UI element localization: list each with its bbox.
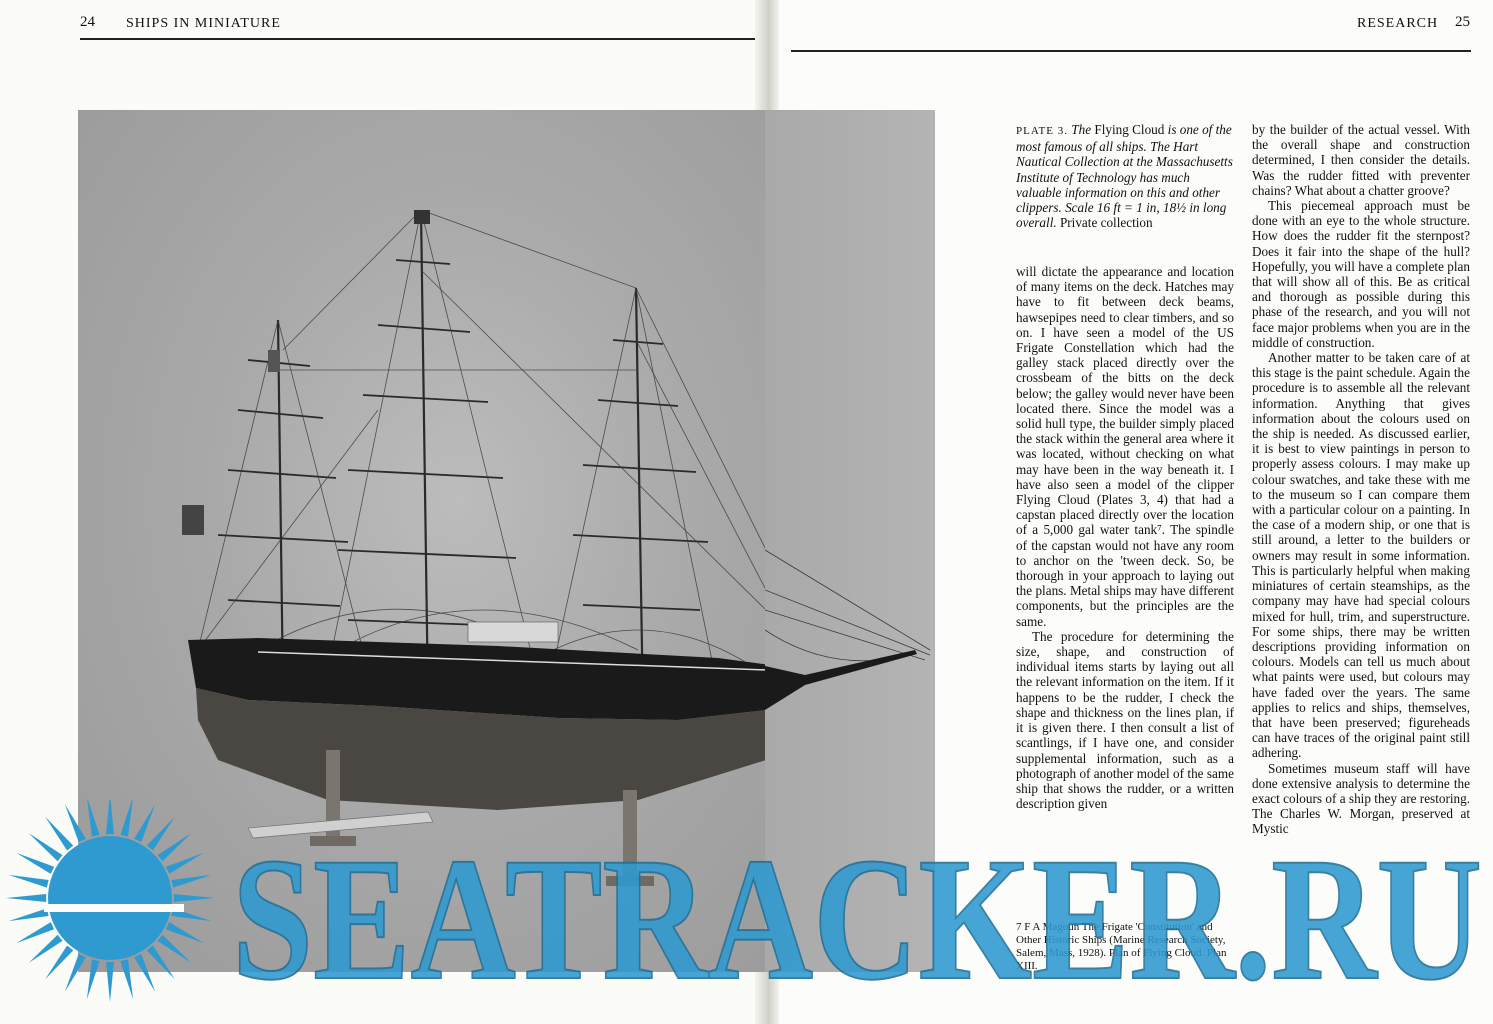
text-column-1 <box>1016 264 1234 811</box>
text-column-2 <box>1252 122 1470 837</box>
right-running-head: RESEARCH <box>1357 16 1439 31</box>
paragraph: will dictate the appearance and location of many items on the deck. Hatches may have to fit between deck beams, hawsepipes need to clear timbers, and so on. I have seen a model of the US Frigate Constellation which had the galley stack placed directly over the crossbeam of the bitts on the deck below; the galley would never have been located there. Since the model was a solid hull type, the builder simply placed the stack within the general area where it was located, without checking on what may have been in the way beneath it. I have also seen a model of the clipper Flying Cloud (Plates 3, 4) that had a capstan placed directly over the location of a 5,000 gal water tank⁷. The spindle of the capstan would not have any room to anchor on the 'tween deck. So, be thorough in your approach to laying out the plans. Metal ships may have different components, but the principles are the same. <box>1016 264 1234 629</box>
stand-aft <box>623 790 637 880</box>
ship-model-photo <box>78 110 766 972</box>
main-flag <box>414 210 430 224</box>
tweezers <box>248 812 433 838</box>
caption-credit: Private collection <box>1059 215 1153 231</box>
plate-caption <box>1016 122 1234 230</box>
paragraph: This piecemeal approach must be done with an eye to the whole structure. How does the rudder fit the sternpost? Does it fair into the shape of the hull? Hopefully, you will have a complete plan that will show all of this. Be as critical and thorough as possible during this phase of the research, and you will not face major problems when you are in the middle of construction. <box>1252 198 1470 350</box>
caption-part-3: is one of the most famous of all ships. The Hart Nautical Collection at the Massachusetts Institute of Technology has much valuable information on this and other clippers. Scale 16 ft = 1 in, 18½ in long overall. <box>1016 122 1233 231</box>
ship-model-illustration <box>78 110 766 972</box>
watermark-text: SEATRACKER.RU <box>232 822 1482 1017</box>
paragraph: The procedure for determining the size, shape, and construction of individual items starts by laying out all the relevant information on the item. If it happens to be the rudder, I check the shape and thickness on the lines plan, if it is given there. I then consult a list of scantlings, if I have one, and consider supplemental information, such as a photograph of another model of the same ship that shows the rudder, or a written description given <box>1016 628 1234 812</box>
left-running-head: SHIPS IN MINIATURE <box>126 16 281 31</box>
paragraph: Another matter to be taken care of at this stage is the paint schedule. Again the procedure is to assemble all the relevant information. Anything that gives information about the colours used on the ship is needed. As discussed earlier, it is best to view paintings in person to properly assess colours. I may make up colour swatches, and take these with me to the museum so I can compare them with a particular colour on a painting. In the case of a modern ship, or one that is still around, a letter to the builders or owners may result in some information. This is particularly helpful when making miniatures of certain steamships, as the company may have had special colours mixed for hull, trim, and superstructure. For some ships, there may be written descriptions providing information on colours. Models can tell us much about what paints were used, but colours may have faded over the years. The same applies to relics and ships, themselves, that have been preserved; figureheads can have traces of the original paint still adhering. <box>1252 350 1470 761</box>
paragraph: Sometimes museum staff will have done extensive analysis to determine the exact colours of a ship they are restoring. The Charles W. Morgan, preserved at Mystic <box>1252 760 1470 837</box>
right-header-rule <box>791 50 1471 52</box>
paragraph: by the builder of the actual vessel. With the overall shape and construction determined, I then consider the details. Was the rudder fitted with preventer chains? What about a chatter groove? <box>1252 122 1470 198</box>
fore-pennant <box>268 350 280 372</box>
ensign-flag <box>182 505 204 535</box>
caption-ship-name: Flying Cloud <box>1094 122 1165 137</box>
main-mast <box>421 210 428 700</box>
ship-model-photo-bowsprit <box>765 110 935 972</box>
caption-part-1: The <box>1071 122 1095 137</box>
left-folio: 24 <box>80 14 95 30</box>
left-header-rule <box>80 38 756 40</box>
caption-label: PLATE 3. <box>1016 125 1068 137</box>
footnote: 7 F A Magoun The Frigate 'Constitution' and Other Historic Ships (Marine Research Society, Salem, Mass, 1928). Plan of Flying Cloud. Plan XIII. <box>1016 921 1227 972</box>
fore-mast <box>278 320 283 690</box>
right-folio: 25 <box>1455 14 1470 30</box>
